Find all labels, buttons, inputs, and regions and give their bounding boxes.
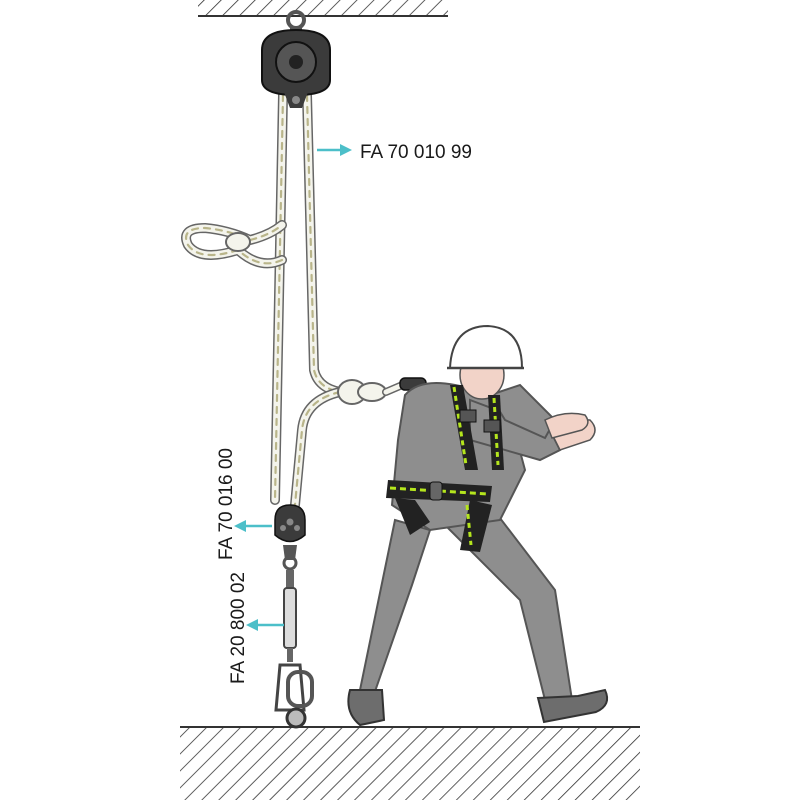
floor (180, 727, 640, 800)
anchor-turnbuckle (276, 570, 312, 727)
ceiling (198, 0, 448, 16)
rope-loop-knot (186, 225, 282, 263)
rope-left-strand (275, 95, 283, 500)
arrow-bottom-part (246, 619, 284, 631)
rope-lower-loop (295, 392, 340, 505)
label-middle-part: FA 70 016 00 (216, 448, 237, 560)
helmet (450, 326, 522, 368)
rope-right-strand (307, 95, 340, 392)
rope-knot-worker (338, 380, 400, 404)
worker-figure (348, 326, 607, 725)
arrow-middle-part (234, 520, 272, 532)
arrow-top-part (317, 144, 352, 156)
top-pulley (262, 12, 330, 108)
label-bottom-part: FA 20 800 02 (228, 572, 249, 684)
lower-pulley (275, 505, 305, 569)
label-top-part: FA 70 010 99 (360, 142, 472, 163)
